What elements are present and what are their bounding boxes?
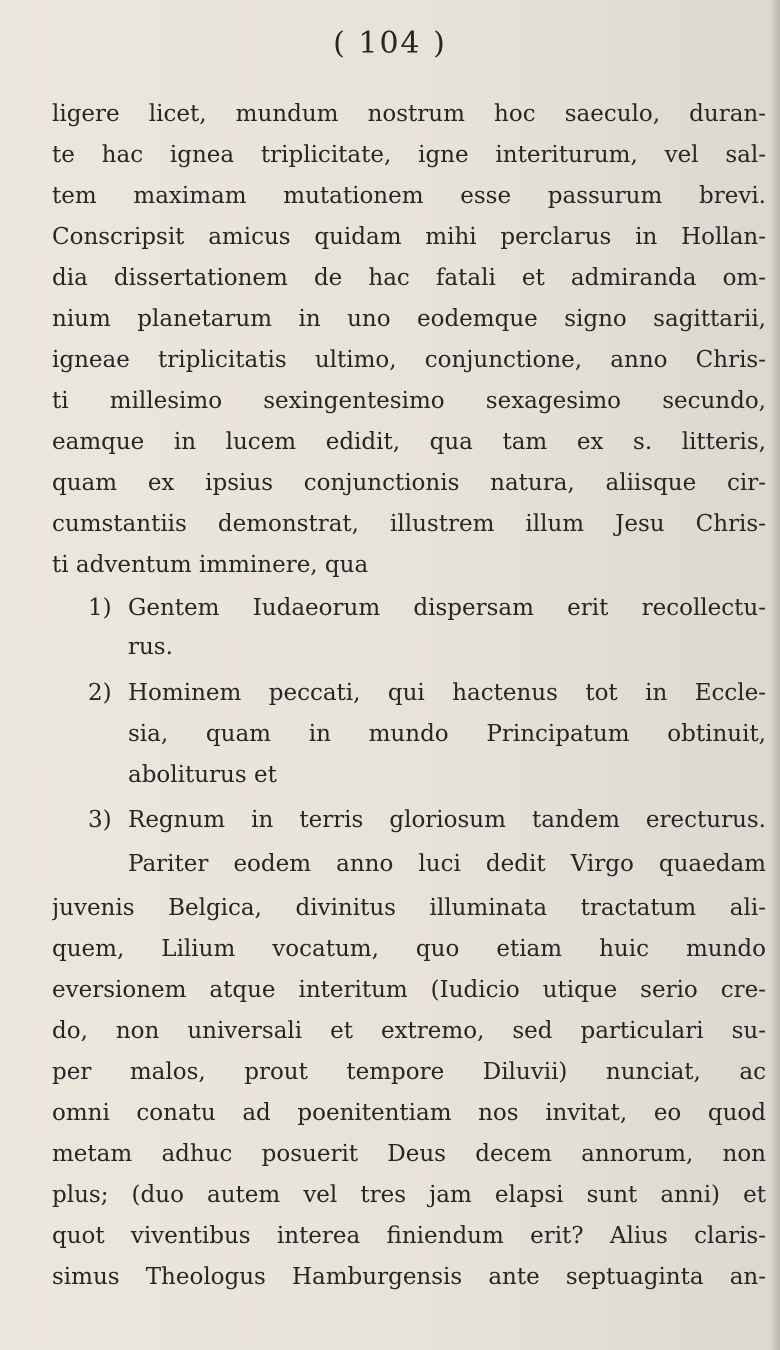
text-line: simus Theologus Hamburgensis ante septuaginta an-	[52, 1264, 766, 1290]
page-number: ( 104 )	[333, 26, 447, 61]
text-line: ti adventum imminere, qua	[52, 552, 369, 578]
text-line: dia dissertationem de hac fatali et admiranda om-	[52, 265, 766, 291]
list-text: Regnum in terris gloriosum tandem erecturus.	[128, 807, 766, 833]
text-line: nium planetarum in uno eodemque signo sagittarii,	[52, 306, 766, 332]
text-line: eversionem atque interitum (Iudicio utique serio cre-	[52, 977, 766, 1003]
text-line: eamque in lucem edidit, qua tam ex s. litteris,	[52, 429, 766, 455]
text-line: plus; (duo autem vel tres jam elapsi sunt anni) et	[52, 1182, 766, 1208]
list-item	[88, 675, 766, 711]
text-line: quam ex ipsius conjunctionis natura, aliisque cir-	[52, 470, 766, 496]
list-number: 2)	[88, 680, 112, 706]
text-line: quot viventibus interea finiendum erit? Alius claris-	[52, 1223, 766, 1249]
text-line: omni conatu ad poenitentiam nos invitat, eo quod	[52, 1100, 766, 1126]
list-text: Hominem peccati, qui hactenus tot in Eccle-	[128, 680, 766, 706]
list-number: 1)	[88, 595, 112, 621]
text-line: per malos, prout tempore Diluvii) nunciat, ac	[52, 1059, 766, 1085]
page-edge-shadow	[770, 0, 780, 1350]
list-item-continuation: aboliturus et	[128, 762, 277, 788]
list-item	[88, 590, 766, 626]
text-line: quem, Lilium vocatum, quo etiam huic mundo	[52, 936, 766, 962]
text-line: do, non universali et extremo, sed particulari su-	[52, 1018, 766, 1044]
text-line: igneae triplicitatis ultimo, conjunctione, anno Chris-	[52, 347, 766, 373]
text-line: cumstantiis demonstrat, illustrem illum Jesu Chris-	[52, 511, 766, 537]
list-item	[88, 802, 766, 838]
list-number: 3)	[88, 807, 112, 833]
text-line: metam adhuc posuerit Deus decem annorum, non	[52, 1141, 766, 1167]
text-line: juvenis Belgica, divinitus illuminata tractatum ali-	[52, 895, 766, 921]
text-line: Conscripsit amicus quidam mihi perclarus in Hollan-	[52, 224, 766, 250]
text-line: te hac ignea triplicitate, igne interiturum, vel sal-	[52, 142, 766, 168]
text-line: tem maximam mutationem esse passurum brevi.	[52, 183, 766, 209]
list-item-continuation: sia, quam in mundo Principatum obtinuit,	[128, 721, 766, 747]
list-item-continuation: rus.	[128, 634, 173, 660]
text-line: ti millesimo sexingentesimo sexagesimo secundo,	[52, 388, 766, 414]
list-text: Gentem Iudaeorum dispersam erit recollectu-	[128, 595, 766, 621]
text-line: Pariter eodem anno luci dedit Virgo quaedam	[128, 851, 766, 877]
text-line: ligere licet, mundum nostrum hoc saeculo, duran-	[52, 101, 766, 127]
